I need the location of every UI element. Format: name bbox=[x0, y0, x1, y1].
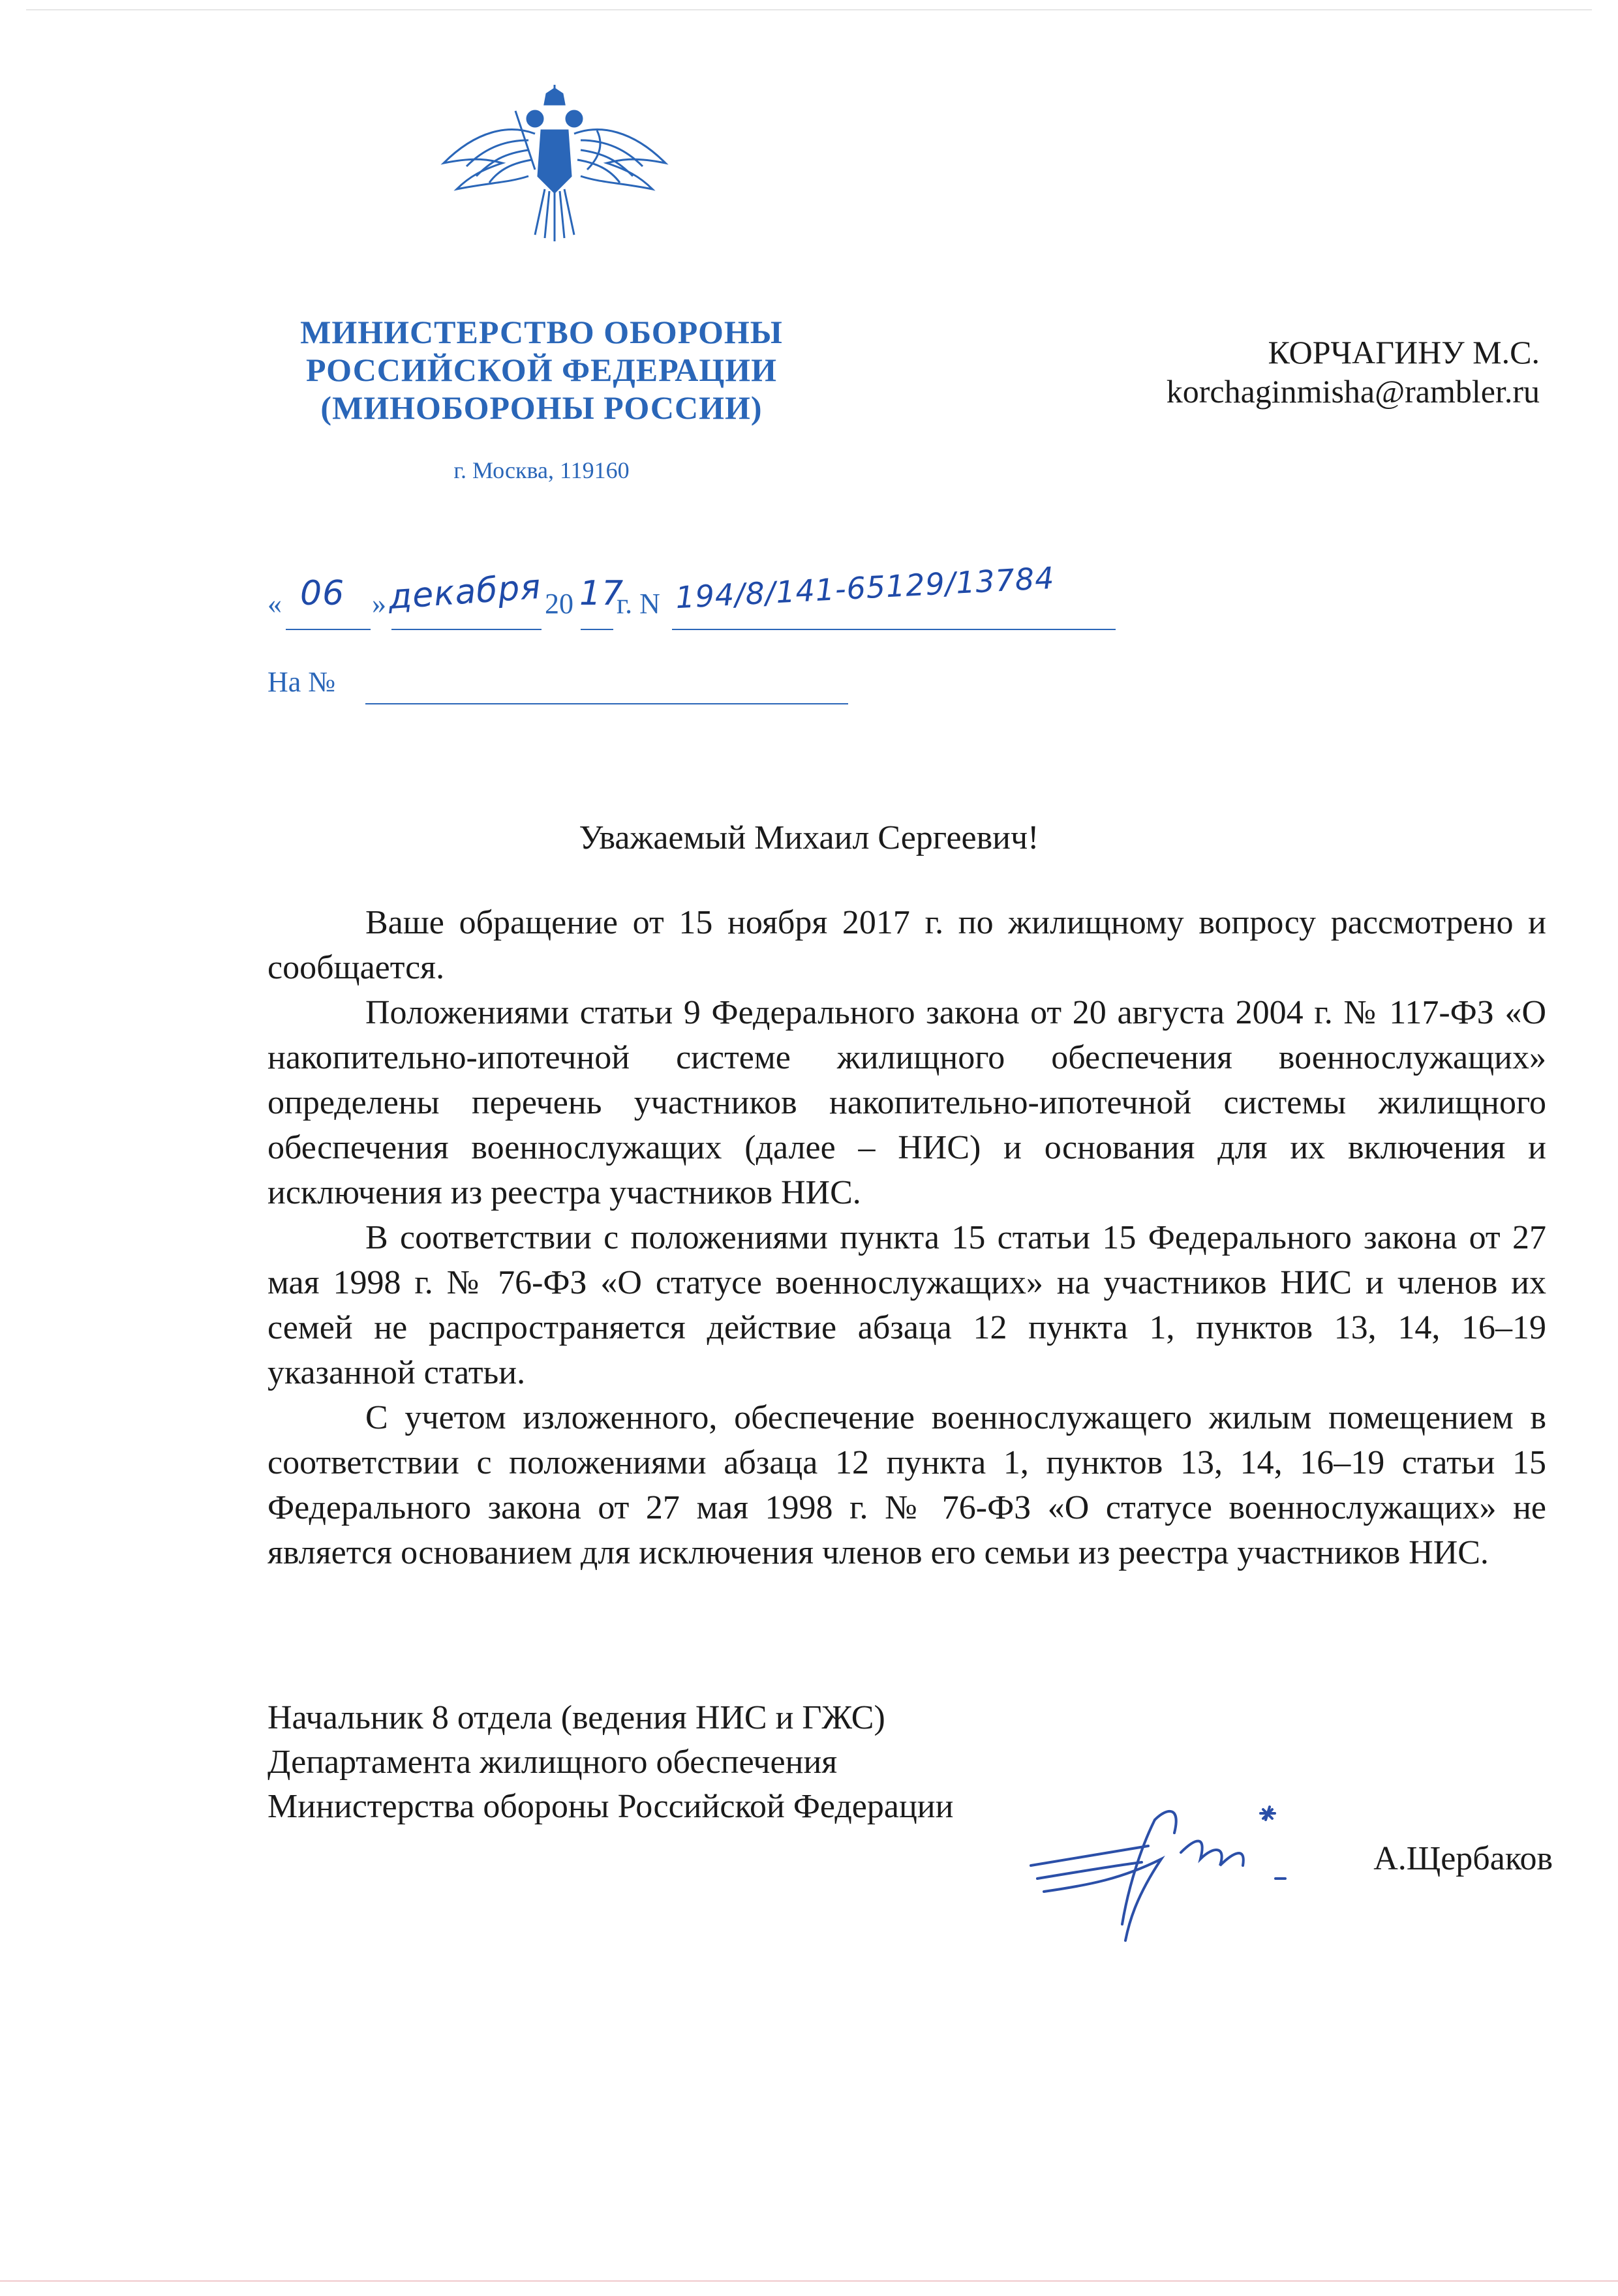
body-paragraph: С учетом изложенного, обеспечение военнослужащего жилым помещением в соответствии с положениями абзаца 12 пункта 1, пунктов 13, 14, 16–19 статьи 15 Федерального закона от 27 мая 1998 г. № 76-ФЗ «О статусе военнослужащих» не является основанием для исключения членов его семьи из реестра участников НИС. bbox=[267, 1399, 1546, 1571]
letter-body bbox=[267, 900, 1546, 1575]
year-number-label: г. N bbox=[617, 588, 660, 620]
day-underline bbox=[286, 629, 371, 630]
handwritten-number: 194/8/141-65129/13784 bbox=[674, 560, 1056, 616]
year-prefix: 20 bbox=[545, 588, 573, 620]
scan-edge-top bbox=[26, 9, 1592, 10]
number-underline bbox=[672, 629, 1116, 630]
double-headed-eagle-emblem-icon bbox=[437, 85, 672, 248]
reference-underline bbox=[365, 703, 848, 704]
position-line-2: Департамента жилищного обеспечения bbox=[267, 1744, 838, 1781]
position-line-1: Начальник 8 отдела (ведения НИС и ГЖС) bbox=[267, 1699, 885, 1736]
scan-edge-bottom bbox=[0, 2280, 1618, 2282]
ministry-line-1: МИНИСТЕРСТВО ОБОРОНЫ bbox=[300, 314, 783, 350]
signer-name: А.Щербаков bbox=[1373, 1840, 1553, 1877]
open-quote: « bbox=[267, 588, 282, 620]
reference-label: На № bbox=[267, 666, 336, 698]
body-paragraph: Ваше обращение от 15 ноября 2017 г. по жилищному вопросу рассмотрено и сообщается. bbox=[267, 904, 1546, 986]
registration-line bbox=[267, 560, 1116, 633]
ministry-address: г. Москва, 119160 bbox=[453, 457, 630, 483]
body-paragraph: В соответствии с положениями пункта 15 статьи 15 Федерального закона от 27 мая 1998 г. № 76-ФЗ «О статусе военнослужащих» на участников НИС и членов их семей не распространяется действие абзаца 12 пункта 1, пунктов 13, 14, 16–19 указанной статьи. bbox=[267, 1219, 1546, 1391]
handwritten-month: декабря bbox=[387, 567, 543, 618]
ministry-name bbox=[254, 313, 829, 427]
greeting: Уважаемый Михаил Сергеевич! bbox=[579, 819, 1039, 856]
body-paragraph: Положениями статьи 9 Федерального закона от 20 августа 2004 г. № 117-ФЗ «О накопительно-ипотечной системе жилищного обеспечения военнослужащих» определены перечень участников накопительно-ипотечной системы жилищного обеспечения военнослужащих (далее – НИС) и основания для их включения и исключения из реестра участников НИС. bbox=[267, 994, 1546, 1211]
month-underline bbox=[391, 629, 542, 630]
handwritten-signature-icon bbox=[1018, 1781, 1318, 1944]
recipient-block bbox=[1018, 333, 1540, 411]
ministry-line-3: (МИНОБОРОНЫ РОССИИ) bbox=[320, 389, 763, 426]
handwritten-day: 06 bbox=[300, 574, 345, 613]
reference-line bbox=[267, 665, 855, 711]
ministry-line-2: РОССИЙСКОЙ ФЕДЕРАЦИИ bbox=[305, 352, 778, 388]
recipient-email: korchaginmisha@rambler.ru bbox=[1166, 373, 1540, 410]
handwritten-year: 17 bbox=[579, 574, 624, 613]
year-underline bbox=[581, 629, 613, 630]
position-line-3: Министерства обороны Российской Федерации bbox=[267, 1788, 954, 1825]
close-quote: » bbox=[372, 588, 386, 620]
recipient-name: КОРЧАГИНУ М.С. bbox=[1268, 334, 1540, 370]
